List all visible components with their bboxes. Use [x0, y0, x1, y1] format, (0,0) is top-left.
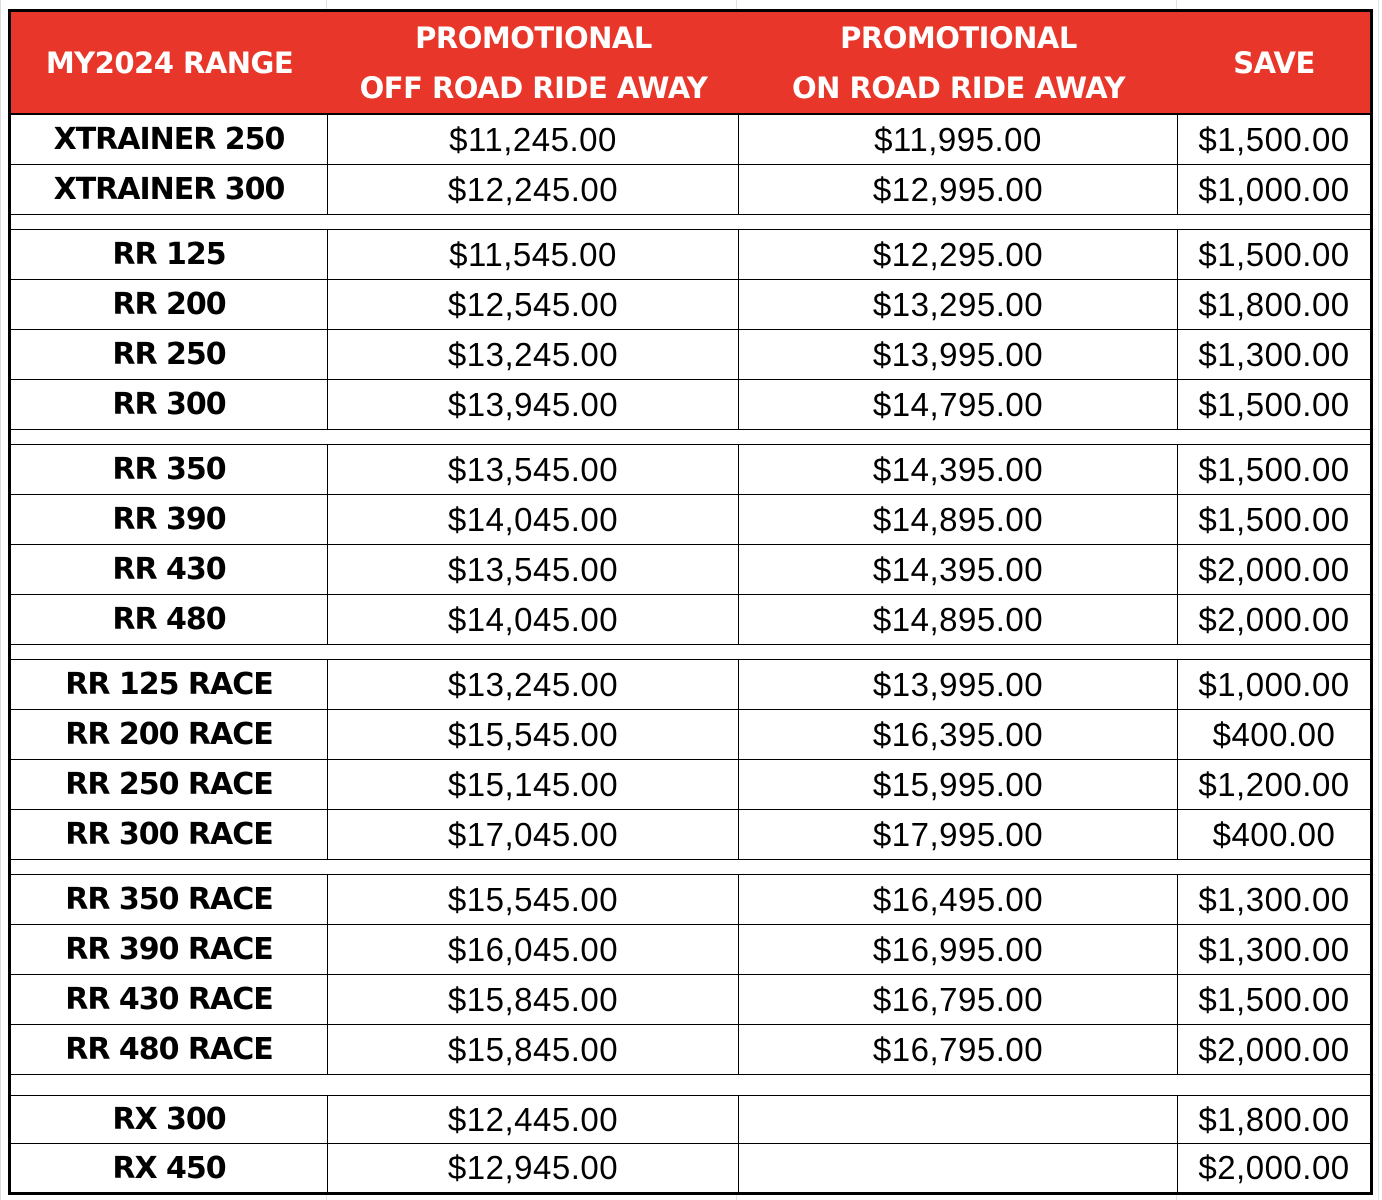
on-road-price-cell[interactable]: $12,995.00 — [739, 165, 1178, 214]
model-cell[interactable]: RR 350 RACE — [11, 875, 328, 924]
table-row — [11, 660, 1370, 710]
save-amount-cell[interactable]: $1,300.00 — [1198, 930, 1350, 968]
table-row — [11, 165, 1370, 215]
table-header-row — [11, 12, 1370, 115]
off-road-price-cell[interactable]: $12,545.00 — [328, 280, 739, 329]
header-model-label: MY2024 RANGE — [45, 45, 294, 80]
off-road-price-cell[interactable]: $13,545.00 — [328, 545, 739, 594]
model-cell[interactable]: RX 450 — [11, 1144, 328, 1192]
on-road-price-cell[interactable]: $14,395.00 — [739, 545, 1178, 594]
table-body — [11, 115, 1370, 1192]
header-off-road-line1: PROMOTIONAL — [415, 20, 652, 55]
save-amount-cell[interactable]: $1,500.00 — [1198, 385, 1350, 423]
table-row — [11, 975, 1370, 1025]
save-amount-cell[interactable]: $2,000.00 — [1198, 550, 1350, 588]
model-cell[interactable]: RR 350 — [11, 445, 328, 494]
off-road-price-cell[interactable]: $15,845.00 — [328, 1025, 739, 1074]
save-amount-cell[interactable]: $1,300.00 — [1198, 335, 1350, 373]
table-row — [11, 760, 1370, 810]
save-amount-cell[interactable]: $400.00 — [1212, 715, 1336, 753]
header-on-road-ride-away[interactable] — [739, 12, 1178, 113]
save-amount-cell[interactable]: $1,500.00 — [1198, 235, 1350, 273]
header-save[interactable] — [1178, 12, 1370, 113]
off-road-price-cell[interactable]: $12,245.00 — [328, 165, 739, 214]
save-amount-cell[interactable]: $400.00 — [1212, 815, 1336, 853]
group-separator — [11, 1075, 1370, 1096]
model-cell[interactable]: RR 200 — [11, 280, 328, 329]
header-model[interactable] — [11, 12, 328, 113]
table-row — [11, 380, 1370, 430]
table-row — [11, 1025, 1370, 1075]
save-amount-cell[interactable]: $1,300.00 — [1198, 880, 1350, 918]
table-row — [11, 1144, 1370, 1192]
save-amount-cell[interactable]: $2,000.00 — [1198, 1149, 1350, 1186]
table-row — [11, 810, 1370, 860]
table-row — [11, 495, 1370, 545]
on-road-price-cell[interactable] — [739, 1096, 1178, 1143]
table-row — [11, 710, 1370, 760]
table-row — [11, 545, 1370, 595]
header-off-road-ride-away[interactable] — [328, 12, 739, 113]
table-row — [11, 330, 1370, 380]
header-on-road-line2: ON ROAD RIDE AWAY — [792, 70, 1125, 105]
save-amount-cell[interactable]: $1,500.00 — [1198, 500, 1350, 538]
off-road-price-cell[interactable]: $13,945.00 — [328, 380, 739, 429]
model-cell[interactable]: RR 480 RACE — [11, 1025, 328, 1074]
on-road-price-cell[interactable]: $17,995.00 — [739, 810, 1178, 859]
on-road-price-cell[interactable]: $16,495.00 — [739, 875, 1178, 924]
save-amount-cell[interactable]: $2,000.00 — [1198, 600, 1350, 638]
off-road-price-cell[interactable]: $15,145.00 — [328, 760, 739, 809]
model-cell[interactable]: RR 430 — [11, 545, 328, 594]
model-cell[interactable]: RX 300 — [11, 1096, 328, 1143]
off-road-price-cell[interactable]: $11,245.00 — [328, 115, 739, 164]
on-road-price-cell[interactable]: $16,795.00 — [739, 975, 1178, 1024]
table-row — [11, 280, 1370, 330]
on-road-price-cell[interactable]: $16,995.00 — [739, 925, 1178, 974]
table-row — [11, 1096, 1370, 1144]
model-cell[interactable]: XTRAINER 300 — [11, 165, 328, 214]
save-amount-cell[interactable]: $1,000.00 — [1198, 170, 1350, 208]
model-cell[interactable]: RR 300 RACE — [11, 810, 328, 859]
table-row — [11, 925, 1370, 975]
on-road-price-cell[interactable]: $13,295.00 — [739, 280, 1178, 329]
on-road-price-cell[interactable]: $14,795.00 — [739, 380, 1178, 429]
save-amount-cell[interactable]: $1,500.00 — [1198, 120, 1350, 158]
table-row — [11, 445, 1370, 495]
model-cell[interactable]: RR 250 RACE — [11, 760, 328, 809]
price-table — [8, 9, 1373, 1195]
save-amount-cell[interactable]: $1,500.00 — [1198, 450, 1350, 488]
table-row — [11, 115, 1370, 165]
table-row — [11, 875, 1370, 925]
group-separator — [11, 215, 1370, 230]
on-road-price-cell[interactable]: $12,295.00 — [739, 230, 1178, 279]
save-amount-cell[interactable]: $1,800.00 — [1198, 1100, 1350, 1138]
off-road-price-cell[interactable]: $15,545.00 — [328, 875, 739, 924]
off-road-price-cell[interactable]: $14,045.00 — [328, 595, 739, 644]
model-cell[interactable]: RR 125 RACE — [11, 660, 328, 709]
save-amount-cell[interactable]: $1,500.00 — [1198, 980, 1350, 1018]
off-road-price-cell[interactable]: $11,545.00 — [328, 230, 739, 279]
on-road-price-cell[interactable]: $11,995.00 — [739, 115, 1178, 164]
on-road-price-cell[interactable]: $14,395.00 — [739, 445, 1178, 494]
header-save-label: SAVE — [1233, 45, 1315, 80]
off-road-price-cell[interactable]: $13,245.00 — [328, 330, 739, 379]
off-road-price-cell[interactable]: $13,545.00 — [328, 445, 739, 494]
table-row — [11, 595, 1370, 645]
save-amount-cell[interactable]: $1,000.00 — [1198, 665, 1350, 703]
off-road-price-cell[interactable]: $16,045.00 — [328, 925, 739, 974]
save-amount-cell[interactable]: $1,200.00 — [1198, 765, 1350, 803]
model-cell[interactable]: RR 480 — [11, 595, 328, 644]
group-separator — [11, 645, 1370, 660]
sheet-gridline — [1378, 0, 1379, 1200]
group-separator — [11, 860, 1370, 875]
off-road-price-cell[interactable]: $13,245.00 — [328, 660, 739, 709]
on-road-price-cell[interactable]: $14,895.00 — [739, 595, 1178, 644]
on-road-price-cell[interactable]: $13,995.00 — [739, 330, 1178, 379]
table-row — [11, 230, 1370, 280]
model-cell[interactable]: XTRAINER 250 — [11, 115, 328, 164]
model-cell[interactable]: RR 300 — [11, 380, 328, 429]
on-road-price-cell[interactable]: $15,995.00 — [739, 760, 1178, 809]
off-road-price-cell[interactable]: $12,445.00 — [328, 1096, 739, 1143]
off-road-price-cell[interactable]: $15,545.00 — [328, 710, 739, 759]
model-cell[interactable]: RR 430 RACE — [11, 975, 328, 1024]
off-road-price-cell[interactable]: $17,045.00 — [328, 810, 739, 859]
model-cell[interactable]: RR 125 — [11, 230, 328, 279]
save-amount-cell[interactable]: $2,000.00 — [1198, 1030, 1350, 1068]
header-on-road-line1: PROMOTIONAL — [840, 20, 1077, 55]
on-road-price-cell[interactable]: $16,795.00 — [739, 1025, 1178, 1074]
model-cell[interactable]: RR 390 — [11, 495, 328, 544]
off-road-price-cell[interactable]: $15,845.00 — [328, 975, 739, 1024]
off-road-price-cell[interactable]: $14,045.00 — [328, 495, 739, 544]
header-off-road-line2: OFF ROAD RIDE AWAY — [359, 70, 708, 105]
on-road-price-cell[interactable] — [739, 1144, 1178, 1192]
on-road-price-cell[interactable]: $16,395.00 — [739, 710, 1178, 759]
model-cell[interactable]: RR 390 RACE — [11, 925, 328, 974]
model-cell[interactable]: RR 200 RACE — [11, 710, 328, 759]
model-cell[interactable]: RR 250 — [11, 330, 328, 379]
on-road-price-cell[interactable]: $13,995.00 — [739, 660, 1178, 709]
on-road-price-cell[interactable]: $14,895.00 — [739, 495, 1178, 544]
group-separator — [11, 430, 1370, 445]
save-amount-cell[interactable]: $1,800.00 — [1198, 285, 1350, 323]
off-road-price-cell[interactable]: $12,945.00 — [328, 1144, 739, 1192]
